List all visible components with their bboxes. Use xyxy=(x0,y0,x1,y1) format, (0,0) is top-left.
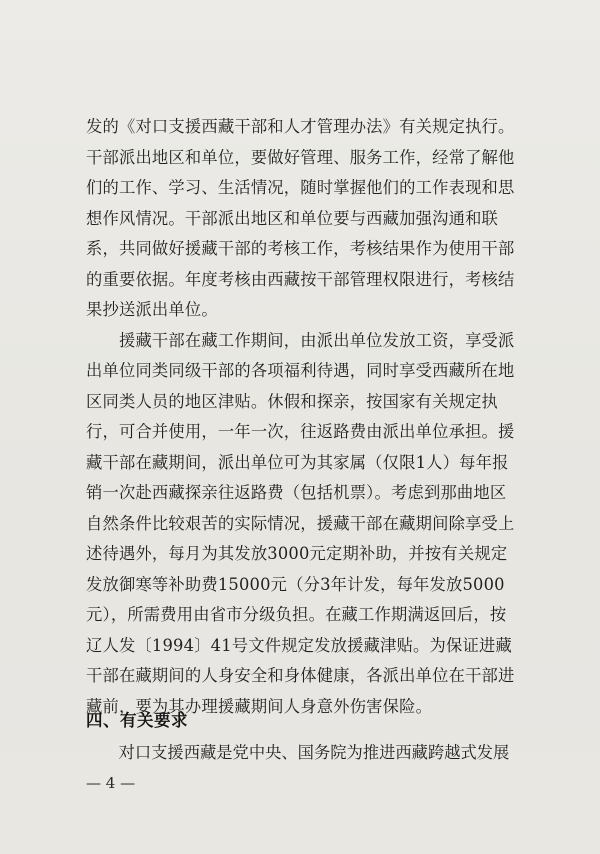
text-line: 发的《对口支援西藏干部和人才管理办法》有关规定执行。 xyxy=(86,117,515,136)
text-line: 发放御寒等补助费15000元（分3年计发，每年发放5000 xyxy=(86,574,505,594)
text-line: 们的工作、学习、生活情况，随时掌握他们的工作表现和思 xyxy=(86,178,515,197)
text-line: 援藏干部在藏工作期间，由派出单位发放工资，享受派 xyxy=(86,330,515,350)
text-line: 想作风情况。干部派出地区和单位要与西藏加强沟通和联 xyxy=(86,208,499,228)
text-line: 销一次赴西藏探亲往返路费（包括机票）。考虑到那曲地区 xyxy=(86,483,507,502)
text-line: 的重要依据。年度考核由西藏按干部管理权限进行，考核结 xyxy=(86,269,515,289)
text-line: 果抄送派出单位。 xyxy=(86,300,218,319)
text-line: 藏前，要为其办理援藏期间人身意外伤害保险。 xyxy=(86,696,433,716)
text-line: 行，可合并使用，一年一次，往返路费由派出单位承担。援 xyxy=(86,422,515,441)
text-line: 干部派出地区和单位，要做好管理、服务工作，经常了解他 xyxy=(86,147,515,167)
text-line: 述待遇外，每月为其发放3000元定期补助，并按有关规定 xyxy=(86,544,508,563)
text-line: 元），所需费用由省市分级负担。在藏工作期满返回后，按 xyxy=(86,605,507,624)
text-line: 辽人发〔1994〕41号文件规定发放援藏津贴。为保证进藏 xyxy=(86,635,512,655)
text-line: 对口支援西藏是党中央、国务院为推进西藏跨越式发展 xyxy=(86,743,510,762)
body-text xyxy=(86,112,524,722)
page-number: — 4 — xyxy=(86,774,136,792)
text-line: 藏干部在藏期间，派出单位可为其家属（仅限1人）每年报 xyxy=(86,452,509,472)
text-line: 系，共同做好援藏干部的考核工作，考核结果作为使用干部 xyxy=(86,239,515,258)
text-line: 干部在藏期间的人身安全和身体健康，各派出单位在干部进 xyxy=(86,666,515,685)
section-heading: 四、有关要求 xyxy=(86,711,188,730)
text-line: 出单位同类同级干部的各项福利待遇，同时享受西藏所在地 xyxy=(86,361,515,380)
text-line: 区同类人员的地区津贴。休假和探亲，按国家有关规定执 xyxy=(86,391,499,411)
text-line: 自然条件比较艰苦的实际情况，援藏干部在藏期间除享受上 xyxy=(86,513,515,533)
